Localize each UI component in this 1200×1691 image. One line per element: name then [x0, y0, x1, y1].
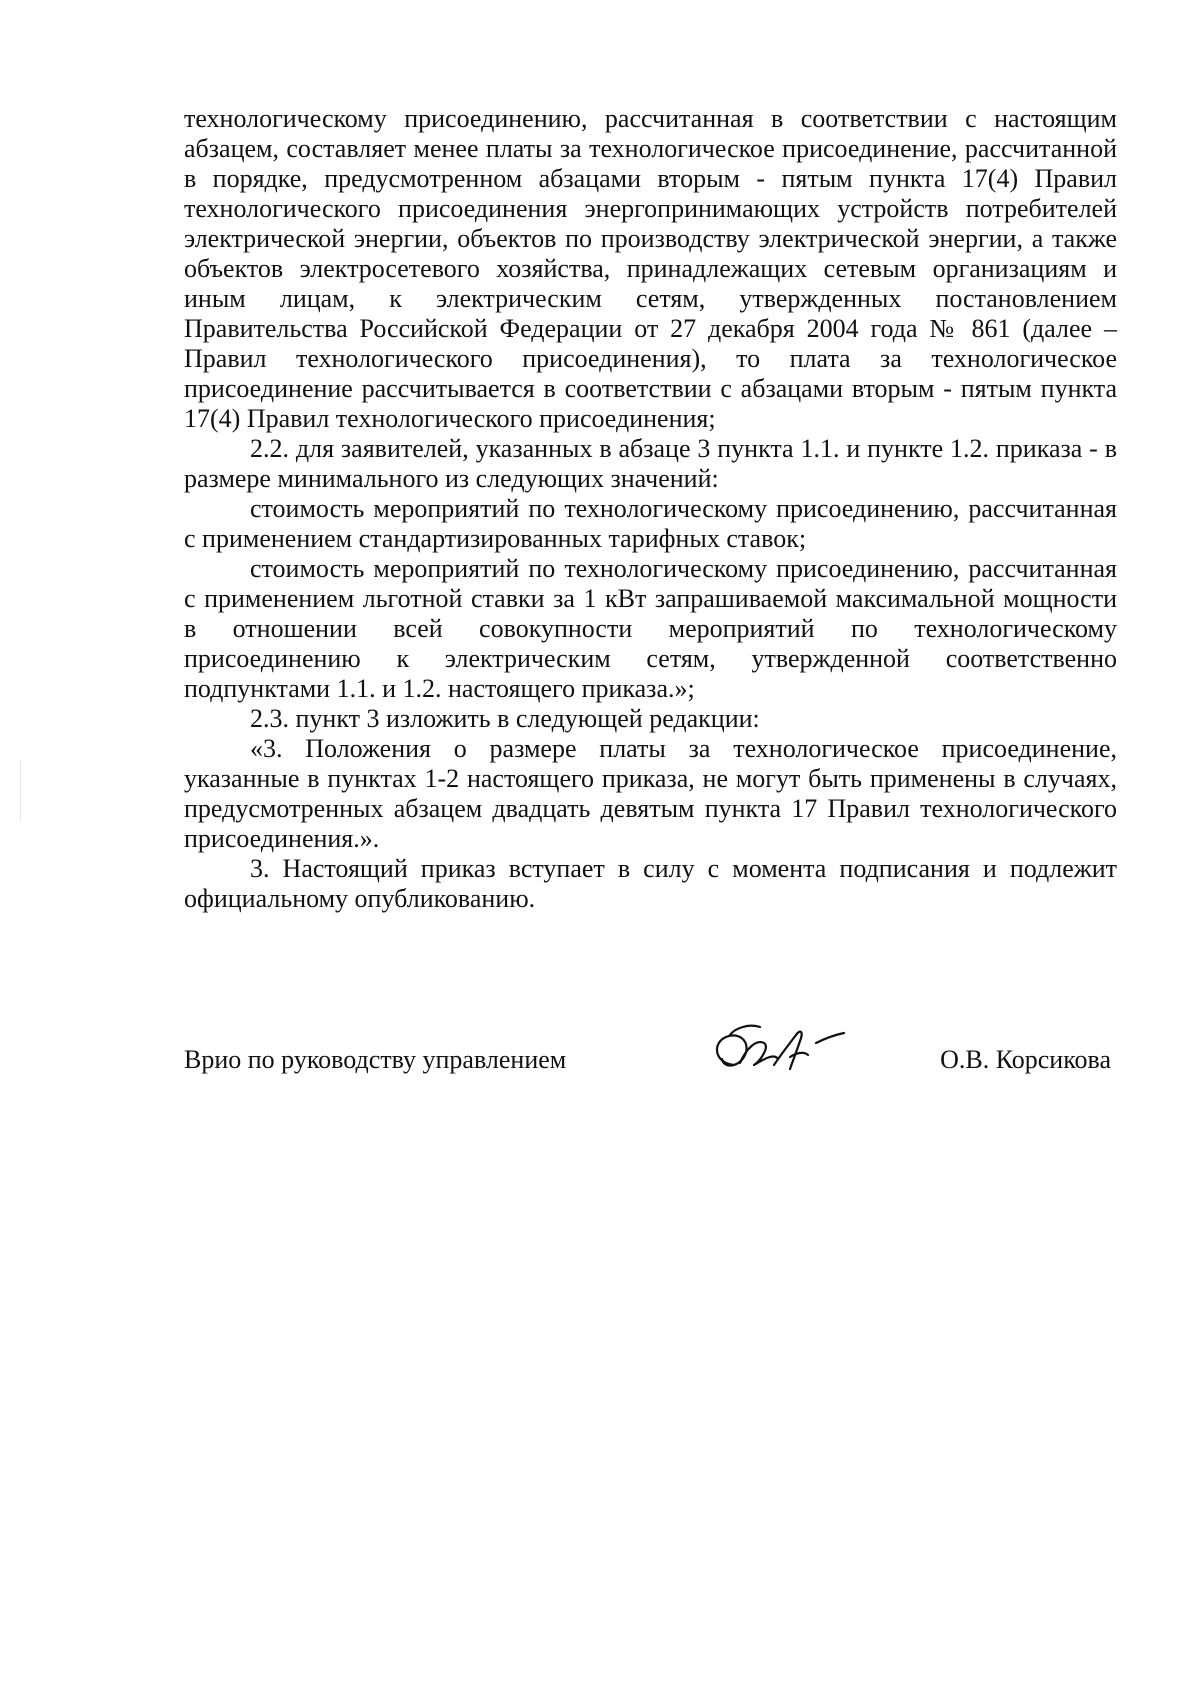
scan-edge-mark [20, 760, 21, 820]
paragraph-point-3-text: «3. Положения о размере платы за технологическое присоединение, указанные в пунктах 1-2 настоящего приказа, не могут быть применены в случаях, предусмотренных абзацем двадцать девятым пункта 17 Правил технологического присоединения.». [184, 734, 1117, 853]
paragraph-standard-rates: стоимость мероприятий по технологическому присоединению, рассчитанная с применением стандартизированных тарифных ставок; [184, 494, 1117, 553]
signatory-position: Врио по руководству управлением [184, 1045, 567, 1074]
document-body [184, 104, 1117, 914]
signatory-name: О.В. Корсикова [940, 1045, 1111, 1074]
signature-block [184, 1035, 1117, 1095]
paragraph-continuation: технологическому присоединению, рассчитанная в соответствии с настоящим абзацем, составляет менее платы за технологическое присоединение, рассчитанной в порядке, предусмотренном абзацами вторым - пятым пункта 17(4) Правил технологического присоединения энергопринимающих устройств потребителей электрической энергии, объектов по производству электрической энергии, а также объектов электросетевого хозяйства, принадлежащих сетевым организациям и иным лицам, к электрическим сетям, утвержденных постановлением Правительства Российской Федерации от 27 декабря 2004 года № 861 (далее – Правил технологического присоединения), то плата за технологическое присоединение рассчитывается в соответствии с абзацами вторым - пятым пункта 17(4) Правил технологического присоединения; [184, 104, 1117, 433]
handwritten-signature-icon [704, 1013, 854, 1089]
paragraph-2-2: 2.2. для заявителей, указанных в абзаце 3 пункта 1.1. и пункте 1.2. приказа - в размере минимального из следующих значений: [184, 434, 1117, 493]
paragraph-3: 3. Настоящий приказ вступает в силу с момента подписания и подлежит официальному опубликованию. [184, 854, 1117, 913]
paragraph-preferential-rate: стоимость мероприятий по технологическому присоединению, рассчитанная с применением льготной ставки за 1 кВт запрашиваемой максимальной мощности в отношении всей совокупности мероприятий по технологическому присоединению к электрическим сетям, утвержденной соответственно подпунктами 1.1. и 1.2. настоящего приказа.»; [184, 554, 1117, 703]
paragraph-2-3: 2.3. пункт 3 изложить в следующей редакции: [250, 704, 760, 733]
